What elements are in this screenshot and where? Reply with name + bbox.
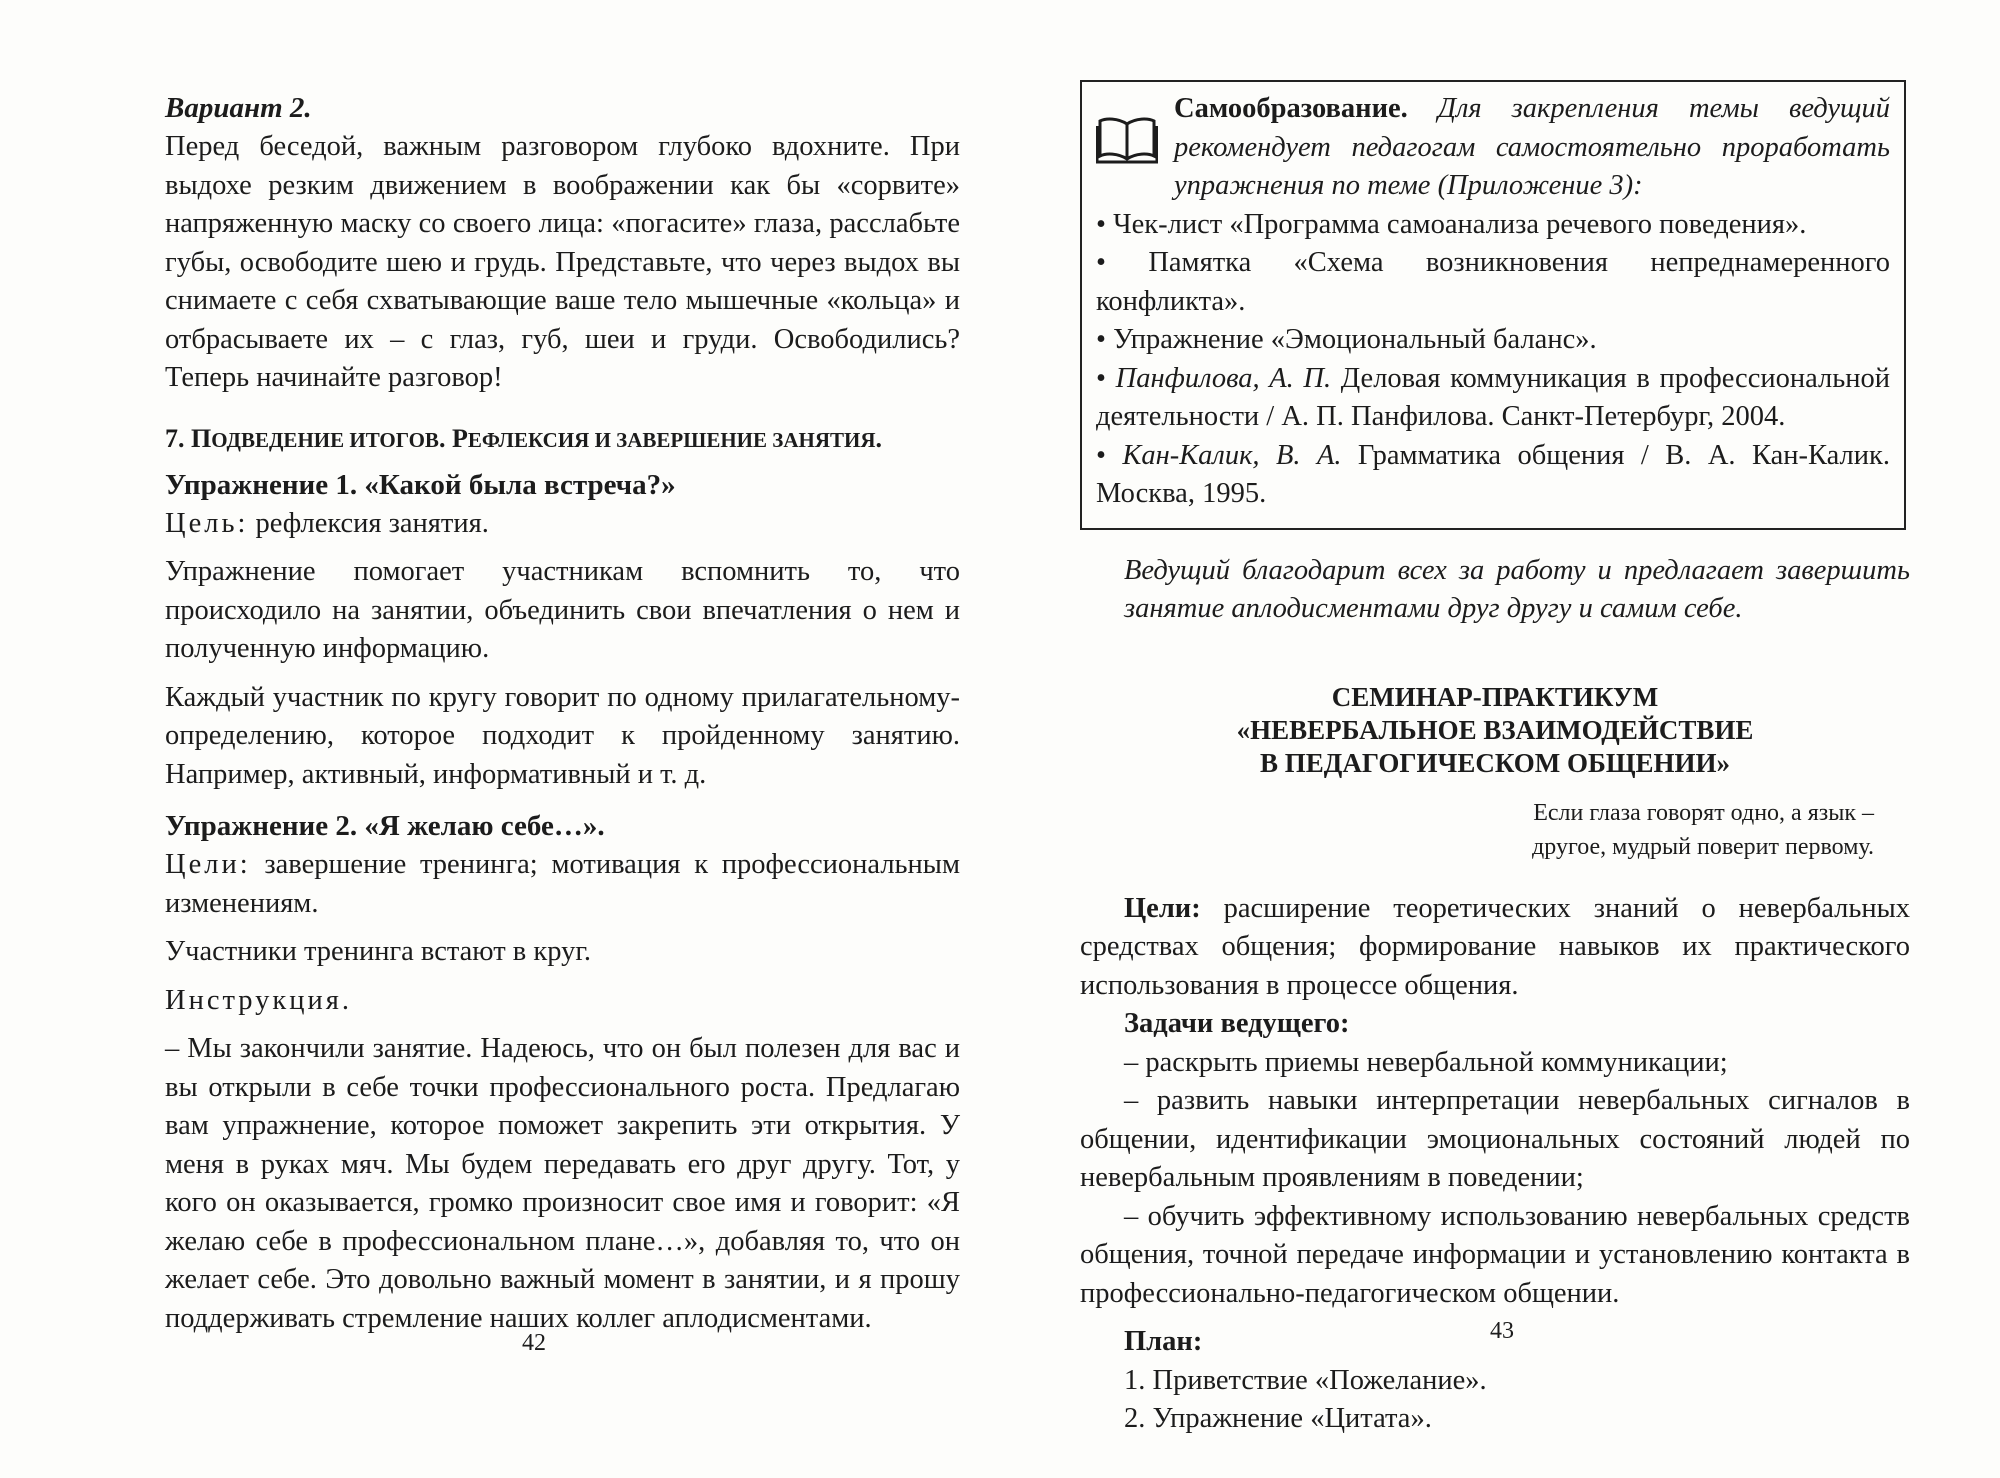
task-item: – обучить эффективному использованию невербальных средств общения, точной передаче информации и установлению контакта в профессионально-педагогическом общении. (1080, 1200, 1910, 1309)
task-item: – раскрыть приемы невербальной коммуникации; (1124, 1046, 1728, 1078)
exercise-1-paragraph: Каждый участник по кругу говорит по одному прилагательному-определению, которое подходит к пройденному занятию. Например, активный, информативный и т. д. (165, 681, 960, 790)
section-title: 7. ПОДВЕДЕНИЕ ИТОГОВ. РЕФЛЕКСИЯ И ЗАВЕРШЕНИЕ ЗАНЯТИЯ. (165, 423, 883, 453)
variant-heading: Вариант 2. (165, 92, 312, 124)
plan-item: 1. Приветствие «Пожелание». (1124, 1364, 1487, 1396)
exercise-2-instruction: Инструкция. (165, 984, 352, 1016)
self-education-intro: Самообразование. Для закрепления темы ведущий рекомендует педагогам самостоятельно проработать упражнения по теме (Приложение 3): (1174, 93, 1890, 201)
list-item: • Панфилова, А. П. Деловая коммуникация в профессиональной деятельности / А. П. Панфилова. Санкт-Петербург, 2004. (1096, 362, 1890, 432)
exercise-2-goal: Цели: завершение тренинга; мотивация к профессиональным изменениям. (165, 849, 960, 919)
exercise-2-paragraph: Участники тренинга встают в круг. (165, 936, 591, 967)
variant-text: Перед беседой, важным разговором глубоко вдохните. При выдохе резким движением в воображении как бы «сорвите» напряженную маску со своего лица: «погасите» глаза, расслабьте губы, освободите шею и грудь. Представьте, что через выдох вы снимаете с себя схватывающие ваше тело мышечные «кольца» и отбрасываете их – с глаз, губ, шеи и груди. Освободились? Теперь начинайте разговор! (165, 131, 960, 393)
plan-item: 2. Упражнение «Цитата». (1124, 1403, 1432, 1434)
exercise-1-paragraph: Упражнение помогает участникам вспомнить то, что происходило на занятии, объединить свои впечатления о нем и полученную информацию. (165, 556, 960, 664)
epigraph: Если глаза говорят одно, а язык – другое, мудрый поверит первому. (1532, 799, 1874, 860)
closing-text: Ведущий благодарит всех за работу и предлагает завершить занятие аплодисментами друг другу и самим себе. (1124, 554, 1910, 624)
page-number: 42 (522, 1330, 546, 1356)
page-number: 43 (1490, 1318, 1514, 1344)
list-item: • Чек-лист «Программа самоанализа речевого поведения». (1096, 208, 1807, 240)
exercise-2-paragraph: – Мы закончили занятие. Надеюсь, что он был полезен для вас и вы открыли в себе точки профессионального роста. Предлагаю вам упражнение, которое поможет закрепить эти открытия. У меня в руках мяч. Мы будем передавать его друг другу. Тот, у кого он оказывается, громко произносит свое имя и говорит: «Я желаю себе в профессиональном плане…», добавляя то, что он желает себе. Это довольно важный момент в занятии, и я прошу поддерживать стремление наших коллег аплодисментами. (165, 1033, 960, 1334)
seminar-title: СЕМИНАР-ПРАКТИКУМ «НЕВЕРБАЛЬНОЕ ВЗАИМОДЕЙСТВИЕ В ПЕДАГОГИЧЕСКОМ ОБЩЕНИИ» (1236, 681, 1754, 778)
list-item: • Кан-Калик, В. А. Грамматика общения / В. А. Кан-Калик. Москва, 1995. (1096, 439, 1890, 509)
tasks-label: Задачи ведущего: (1124, 1008, 1350, 1039)
list-item: • Памятка «Схема возникновения непреднамеренного конфликта». (1096, 247, 1890, 317)
exercise-2-title: Упражнение 2. «Я желаю себе…». (165, 810, 605, 842)
self-education-box (1080, 80, 1906, 530)
exercise-1-goal: Цель: рефлексия занятия. (165, 507, 489, 539)
goals: Цели: расширение теоретических знаний о невербальных средствах общения; формирование навыков их практического использования в процессе общения. (1080, 892, 1910, 1001)
list-item: • Упражнение «Эмоциональный баланс». (1096, 324, 1597, 355)
book-icon (1096, 90, 1174, 206)
right-page (1000, 0, 2000, 1478)
task-item: – развить навыки интерпретации невербальных сигналов в общении, идентификации эмоциональных состояний людей по невербальным проявлениям в поведении; (1080, 1085, 1910, 1193)
plan-label: План: (1124, 1326, 1203, 1357)
exercise-1-title: Упражнение 1. «Какой была встреча?» (165, 468, 676, 501)
